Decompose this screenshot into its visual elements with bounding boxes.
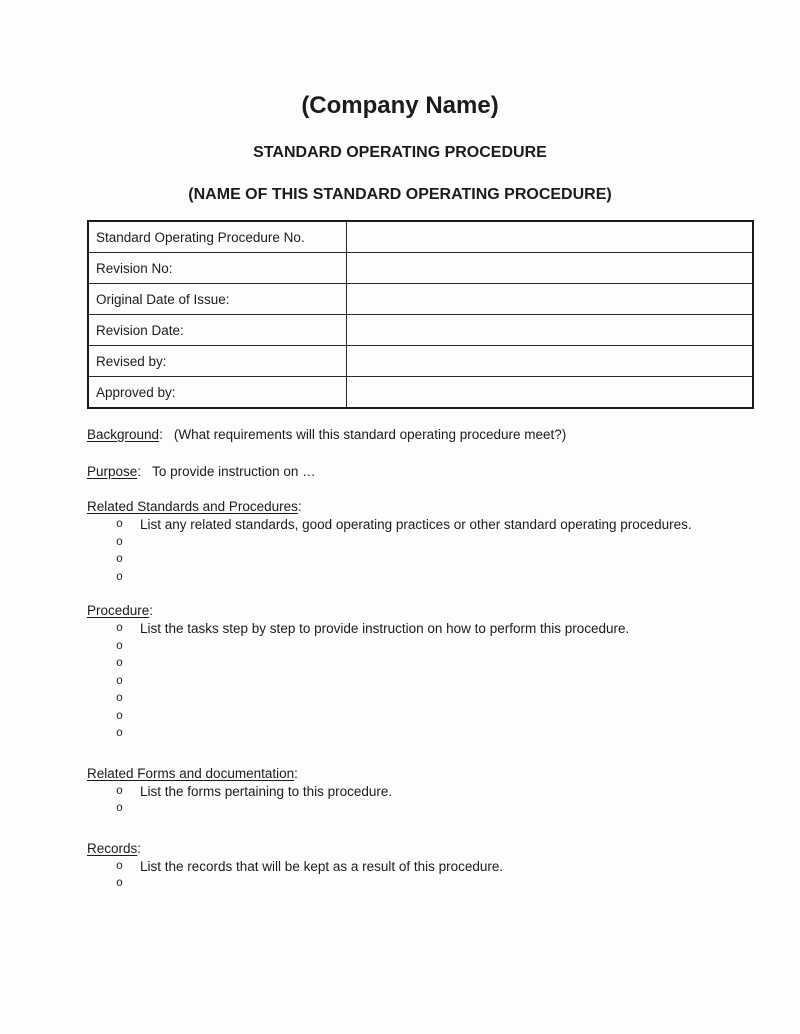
list-item xyxy=(87,569,743,587)
bullet-circle-icon: o xyxy=(116,622,123,635)
heading-colon: : xyxy=(297,499,302,514)
list-item xyxy=(87,708,743,726)
section-related-standards xyxy=(87,498,743,586)
bullet-circle-icon: o xyxy=(116,570,123,584)
list-item xyxy=(87,800,743,818)
list-item-text: List the records that will be kept as a result of this procedure. xyxy=(140,858,504,874)
records-heading-line xyxy=(87,840,743,857)
related-standards-heading-line xyxy=(87,498,743,515)
row-label: Approved by: xyxy=(88,377,347,409)
heading-colon: : xyxy=(159,427,163,442)
row-value xyxy=(347,346,754,377)
doc-name-title: (NAME OF THIS STANDARD OPERATING PROCEDURE) xyxy=(188,186,612,203)
table-row-original-date xyxy=(88,284,753,315)
section-related-forms xyxy=(87,765,743,818)
section-heading: Related Forms and documentation xyxy=(87,765,295,781)
heading-colon: : xyxy=(294,765,298,781)
list-item-text: List any related standards, good operating practices or other standard operating procedures. xyxy=(140,517,692,532)
bullet-circle-icon: o xyxy=(116,692,123,705)
section-heading: Related Standards and Procedures xyxy=(87,499,298,514)
bullet-circle-icon: o xyxy=(116,784,123,798)
list-item xyxy=(87,534,743,552)
bullet-circle-icon: o xyxy=(116,674,123,688)
row-label: Original Date of Issue: xyxy=(88,284,347,315)
records-list xyxy=(87,858,743,893)
row-value xyxy=(347,377,754,409)
list-item xyxy=(87,551,743,569)
bullet-circle-icon: o xyxy=(116,727,123,740)
list-item-text: List the forms pertaining to this procedure. xyxy=(140,783,393,799)
row-label: Revised by: xyxy=(88,346,347,377)
heading-colon: : xyxy=(137,464,142,479)
row-label: Standard Operating Procedure No. xyxy=(88,221,347,253)
list-item xyxy=(87,638,743,656)
section-inline-text: To provide instruction on … xyxy=(152,464,316,479)
list-item-text: List the tasks step by step to provide instruction on how to perform this procedure. xyxy=(140,621,630,636)
row-value xyxy=(347,221,754,253)
bullet-circle-icon: o xyxy=(116,518,123,531)
document-header xyxy=(0,0,800,204)
section-heading: Purpose xyxy=(87,464,138,479)
row-value xyxy=(347,315,754,346)
bullet-circle-icon: o xyxy=(116,535,123,549)
purpose-line xyxy=(87,463,743,480)
row-value xyxy=(347,284,754,315)
list-item xyxy=(87,655,743,673)
list-item xyxy=(87,673,743,691)
section-procedure xyxy=(87,602,743,743)
list-item xyxy=(87,875,743,893)
row-label: Revision No: xyxy=(88,253,347,284)
bullet-circle-icon: o xyxy=(116,639,123,653)
section-heading: Background xyxy=(87,427,160,442)
table-row-revision-date xyxy=(88,315,753,346)
heading-colon: : xyxy=(137,840,142,856)
sop-info-table xyxy=(87,220,754,409)
bullet-circle-icon: o xyxy=(116,553,123,566)
section-inline-text: (What requirements will this standard operating procedure meet?) xyxy=(173,427,567,442)
doc-type-title: STANDARD OPERATING PROCEDURE xyxy=(253,144,547,161)
background-line xyxy=(87,426,743,443)
bullet-circle-icon: o xyxy=(116,859,123,873)
list-item xyxy=(87,620,743,638)
section-heading: Records xyxy=(87,840,138,856)
list-item xyxy=(87,690,743,708)
table-row-revised-by xyxy=(88,346,753,377)
bullet-circle-icon: o xyxy=(116,657,123,670)
company-name-title: (Company Name) xyxy=(301,92,499,119)
procedure-heading-line xyxy=(87,602,743,619)
related-forms-list xyxy=(87,783,743,818)
procedure-list xyxy=(87,620,743,743)
section-records xyxy=(87,840,743,893)
list-item xyxy=(87,516,743,534)
row-value xyxy=(347,253,754,284)
related-forms-heading-line xyxy=(87,765,743,782)
row-label: Revision Date: xyxy=(88,315,347,346)
section-heading: Procedure xyxy=(87,603,150,618)
bullet-circle-icon: o xyxy=(116,802,123,815)
bullet-circle-icon: o xyxy=(116,709,123,723)
list-item xyxy=(87,783,743,801)
related-standards-list xyxy=(87,516,743,586)
bullet-circle-icon: o xyxy=(116,877,123,890)
table-row-revision-no xyxy=(88,253,753,284)
heading-colon: : xyxy=(149,603,154,618)
list-item xyxy=(87,725,743,743)
list-item xyxy=(87,858,743,876)
section-purpose xyxy=(87,463,743,480)
section-background xyxy=(87,426,743,443)
table-row-sop-number xyxy=(88,221,753,253)
table-row-approved-by xyxy=(88,377,753,409)
